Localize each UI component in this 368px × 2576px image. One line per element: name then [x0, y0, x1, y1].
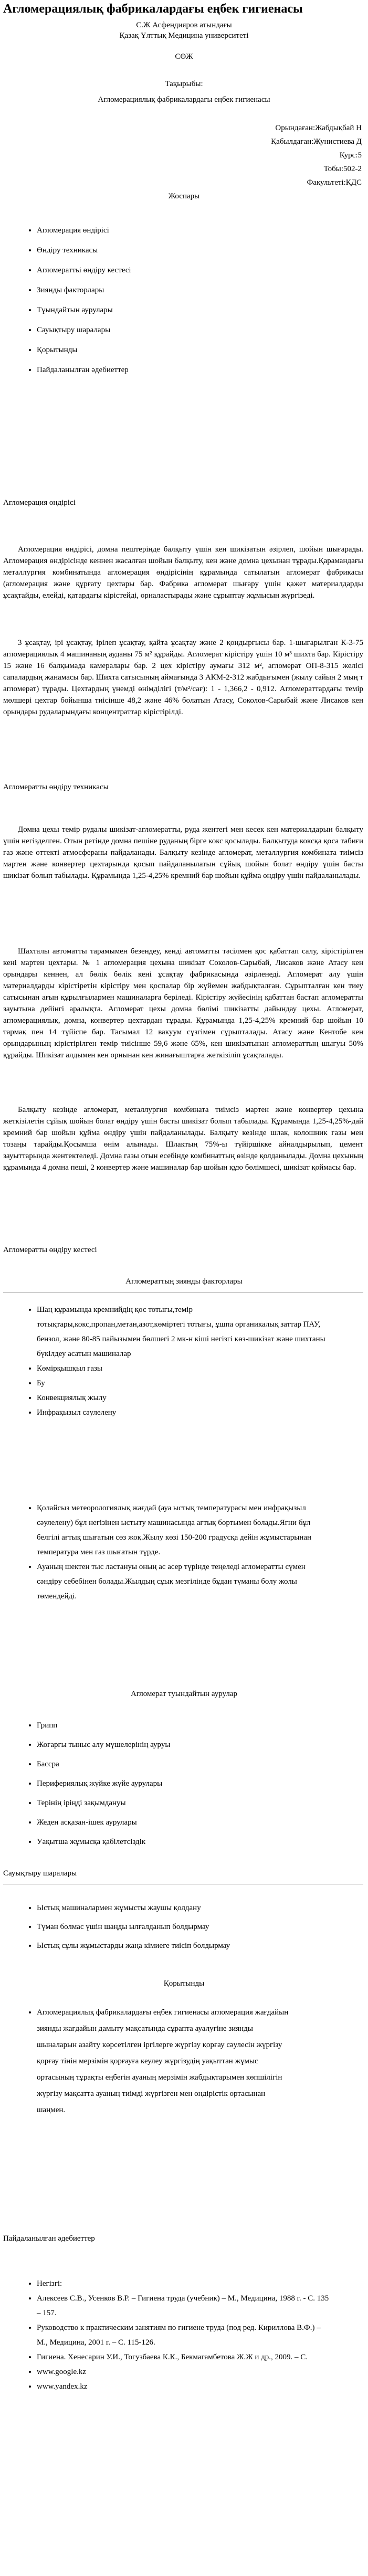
course: Курс:5: [339, 151, 362, 160]
list-item: • Агломерациялық фабрикалардағы еңбек гигиенасы агломерация жағдайын зиянды жағдайын дамыту мақсатында сұрапта ауалугіне зиянды шыналарын азайту көрсетілген іргілерге жүргізу қорғау сәулесін жүргізу қорғау тінін мерзімін қорғауға кеулеу жүргізудің уақыттан жұмыс ортасының тұрақты еңбегін ауаның мерзімін жабдықтарымен көпшілігін жүргізу мақсатта ауаның тиімді жүргізген мен өндірістік ортасынан шаңмен.: [37, 2005, 289, 2118]
reference-link[interactable]: • www.google.kz: [37, 2365, 331, 2379]
section-heading: Қорытынды: [163, 1979, 205, 1988]
section-heading: Агломераттың зиянды факторлары: [125, 1277, 243, 1286]
plan-title: Жоспары: [168, 192, 200, 200]
done-by: Орындаған:Жабдықбай Н: [275, 124, 362, 132]
author-line: С.Ж Асфендияров атындағы: [136, 21, 232, 29]
reference-item: • Гигиена. Хенесарин У.И., Тогузбаева К.К., Бекмагамбетова Ж.Ж и др., 2009. – С.: [37, 2350, 331, 2365]
srs-label: СӨЖ: [175, 52, 193, 61]
section-heading: Агломератты өндіру кестесі: [3, 1246, 97, 1254]
section-heading: Агломерация өндірісі: [3, 499, 76, 507]
plan-item: • Агломераттьі өндіру кестесі: [37, 260, 131, 280]
list-item: • Шаң құрамында кремнийдің қос тотығы,темір тотықтары,кокс,пропан,метан,азот,көміртегі тотығы, ұшпа органикалық заттар ПАУ, бензол, және 80-85 пайызымен бөлшегі 2 мк-н кіші негізгі көз-шикізат және шихтаны бүкілдеу асатын машиналар: [37, 1302, 331, 1361]
university-line: Қазақ Ұлттық Медицина университеті: [119, 31, 249, 40]
reference-item: • Алексеев С.В., Усенков В.Р. – Гигиена труда (учебник) – М., Медицина, 1988 г. - С. 135 – 157.: [37, 2291, 331, 2320]
section-paragraph: Балқыту кезінде агломерат, металлургия комбината тиімсіз мартен және конвертер цехына жеткізілетін сұйық шойын болат өндіру үшін басты шикізат болып табылады. Құрамында 1,25-4,25%-дай кремний бар шойын құйма өндіру үшін пайдаланылады. Балқыту кезінде шлак, колошник газы мен тозаңы тарайды.Қосымша өнім алынады. Шлактың 75%-ы түйіршікке айналдырылып, цемент зауыттарында жентектеледі. Домна газы отын есебінде комбинаттың өзінде қолданылады. Домна цехының құрамында 4 домна пеші, 2 конвертер және машиналар бар шойын құю бөлімшесі, шикізат қоймасы бар.: [3, 1106, 363, 1172]
section-heading: Агломерат туындайтын аурулар: [130, 1690, 238, 1698]
section-heading: Агломератты өндіру техникасы: [3, 783, 109, 791]
list-item: • Инфрақызыл сәулелену: [37, 1405, 331, 1420]
topic-label: Тақырыбы:: [165, 80, 203, 88]
section-paragraph: Агломерация өндірісі, домна пештеріндe балқыту үшін кен шикізатын әзірлеп, шойын шығарады. Агломерация өндірісінде кеннен жасалған шойын балқыту, кен және домна цехынан тұрады.Қарамандағы металлургия комбинатында агломерация өндірісінің құрамында сатылатын агломерат фабрикасы (агломерация және құрғату цехтары бар. Фабрика агломерат шығару үшін қажет материалдарды ұсақтайды, елейді, қатардағы кірістейді, орналастырады және сұрыптау жұмысын жүргізеді.: [3, 545, 363, 600]
plan-item: • Зиянды факторлары: [37, 280, 131, 300]
list-item: • Перифериялық жүйке жүйе аурулары: [37, 1774, 331, 1794]
section-paragraph: Домна цехы темір рудалы шикізат-агломератты, руда жентегі мен кесек кен материалдарын балқыту үшін негізделген. Отын ретінде домна пешіне руданың бірге кокс қосылады. Балқытуда коксқа қоса табиғи газ және оттекті атмосфераны пайдаланады. Балқыту кезінде агломерат, металлургия комбината тиімсіз мартен және конвертер цехтарында қосып пайдаланылатын сұйық шойын болат өндіру үшін басты шикізат болып табылады. Құрамында 1,25-4,25% кремний бар шойын құйма өндіру үшін пайдаланылады.: [3, 825, 363, 880]
list-item: • Жеден асқазан-ішек аурулары: [37, 1813, 331, 1832]
section-paragraph: 3 ұсақтау, ірі ұсақтау, ірілеп ұсақтау, қайта ұсақтау және 2 қондырғысы бар. 1-шығарылған К-3-75 агломерациялық 4 машинаның ауданы 75 м² құрайды. Агломерат кірістіру үшін 10 м³ шихта бар. Кірістіру 15 және 16 балқымада камералары бар. 2 цех кірістіру аумағы 312 м², агломерат ОП-8-315 желісі сапалардың жанамасы бар. Шихта сатысының аймағында 3 АКМ-2-312 жабдығымен (жылу сайын 2 мың т агломерат) тұрады. Цехтардың үнемді өнімділігі (т/м²/сағ): 1 - 1,366,2 - 0,912. Агломераттардағы темір мөлшері цехтар бойынша тиісінше 48,2 және 46% болатын Атасу, Соколов-Сарыбай және Лисаков кен орындары рудаларындағы концентраттар кірістірілді.: [3, 639, 363, 716]
plan-item: • Пайдаланылған әдебиеттер: [37, 360, 131, 380]
diseases-list: [0, 1716, 331, 1852]
conditions-list: [0, 1501, 331, 1604]
references-list: [0, 2276, 331, 2394]
list-item: • Ыстық машиналармен жұмысты жаушы қолдану: [37, 1899, 331, 1917]
list-item: • Көмірқышқыл газы: [37, 1361, 331, 1376]
harmful-factors-list: [0, 1302, 331, 1420]
list-item: • Грипп: [37, 1716, 331, 1735]
plan-item: • Сауықтыру шаралары: [37, 320, 131, 340]
list-item: • Ыстық сұлы жұмыстарды жаңа кімиеге тиісіп болдырмау: [37, 1936, 331, 1955]
reference-item: • Негізгі:: [37, 2276, 331, 2291]
plan-item: • Тұындайтын аурулары: [37, 300, 131, 320]
health-measures-list: [0, 1899, 331, 1955]
list-item: • Ауаның шектен тыс ластануы оның ас асер түрінде теңеледі агломератты сүмен сәндіру себебінен болады.Жылдың сұық мезгілінде бұдан түманы болу жолы төмендейді.: [37, 1560, 331, 1604]
checked-by: Қабылдаған:Жунистиева Д: [271, 137, 362, 146]
plan-item: • Өндіру техникасы: [37, 240, 131, 260]
topic-text: Агломерациялық фабрикалардағы еңбек гигиенасы: [98, 96, 270, 104]
list-item: • Конвекциялық жылу: [37, 1391, 331, 1405]
list-item: • Қолайсыз метеорологиялық жағдай (ауа ыстық температурасы мен инфрақызыл сәулелену) бұл негізінен ыстыту машинасында ағтық бортымен болады.Ягни бұл белгілі ағтық шығатын сөз жоқ.Жылу көзі 150-200 градусқа дейін жұмыстарынан температура мен газ шығатын түрде.: [37, 1501, 331, 1560]
plan-item: • Қорытынды: [37, 340, 131, 360]
reference-link[interactable]: • www.yandex.kz: [37, 2379, 331, 2394]
document-title: Агломерациялық фабрикалардағы еңбек гигиенасы: [3, 2, 303, 16]
list-item: • Түман болмас үшін шаңды ылғалданып болдырмау: [37, 1917, 331, 1936]
conclusion-list: [0, 2005, 289, 2118]
list-item: • Бассра: [37, 1755, 331, 1774]
section-paragraph: Шахталы автоматты тарамымен безендеу, кенді автоматты тәсілмен қос қабаттап салу, кірістірілген кені мартен цехтары. № 1 агломерация цехына шикізат Соколов-Сарыбай, Лисаков және Атасу кен орындары кеннен, ал бөлік бөлік кені ұсақтау фабрикасында әзірленеді. Агломерат алу үшін материалдарды кірістіретін кірістіру мен қоспалар бір жүйемен жабдықталған. Сұрыпталған кен тиеу сатысынан ағын құрылғылармен машиналарға беріледі. Кірістіру жүйесінің қабаттан бастап агломератты зауытына дейінгі аралықта. Агломерат цехы домна бөлімі шикізатты дайындау цехы. Агломерат, агломерациялық, домна, конвертер цехтардан тұрады. Құрамында 1,25-4,25% кремний бар шойын 10 тармақ пен 14 түйіспе бар. Тасымал 12 вакуум сүзгімен сұрыпталады. Атасу және Кентобе кен орындарының кірістірілген темір тиісінше 59,6 және 65%, кен шикізатынан агломераттың шығуы 50% құрайды. Шикізат алдымен кен орнынан кен жинағыштарға жеткізіліп ұсақталады.: [3, 947, 363, 1059]
group: Тобы:502-2: [323, 165, 362, 173]
reference-item: • Руководство к практическим занятиям по гигиене труда (под ред. Кириллова В.Ф.) – М., Медицина, 2001 г. – С. 115-126.: [37, 2320, 331, 2350]
section-heading: Пайдаланылған әдебиеттер: [3, 2234, 95, 2243]
plan-list: [0, 220, 131, 380]
plan-item: • Агломерация өндірісі: [37, 220, 131, 240]
list-item: • Уақытша жұмысқа қабілетсіздік: [37, 1832, 331, 1852]
faculty: Факультеті:ҚДС: [307, 178, 362, 187]
section-heading: Сауықтыру шаралары: [3, 1869, 77, 1878]
list-item: • Бу: [37, 1376, 331, 1391]
list-item: • Жоғарғы тыныс алу мүшелерінің ауруы: [37, 1735, 331, 1755]
list-item: • Терінің іріңді зақымдануы: [37, 1794, 331, 1813]
